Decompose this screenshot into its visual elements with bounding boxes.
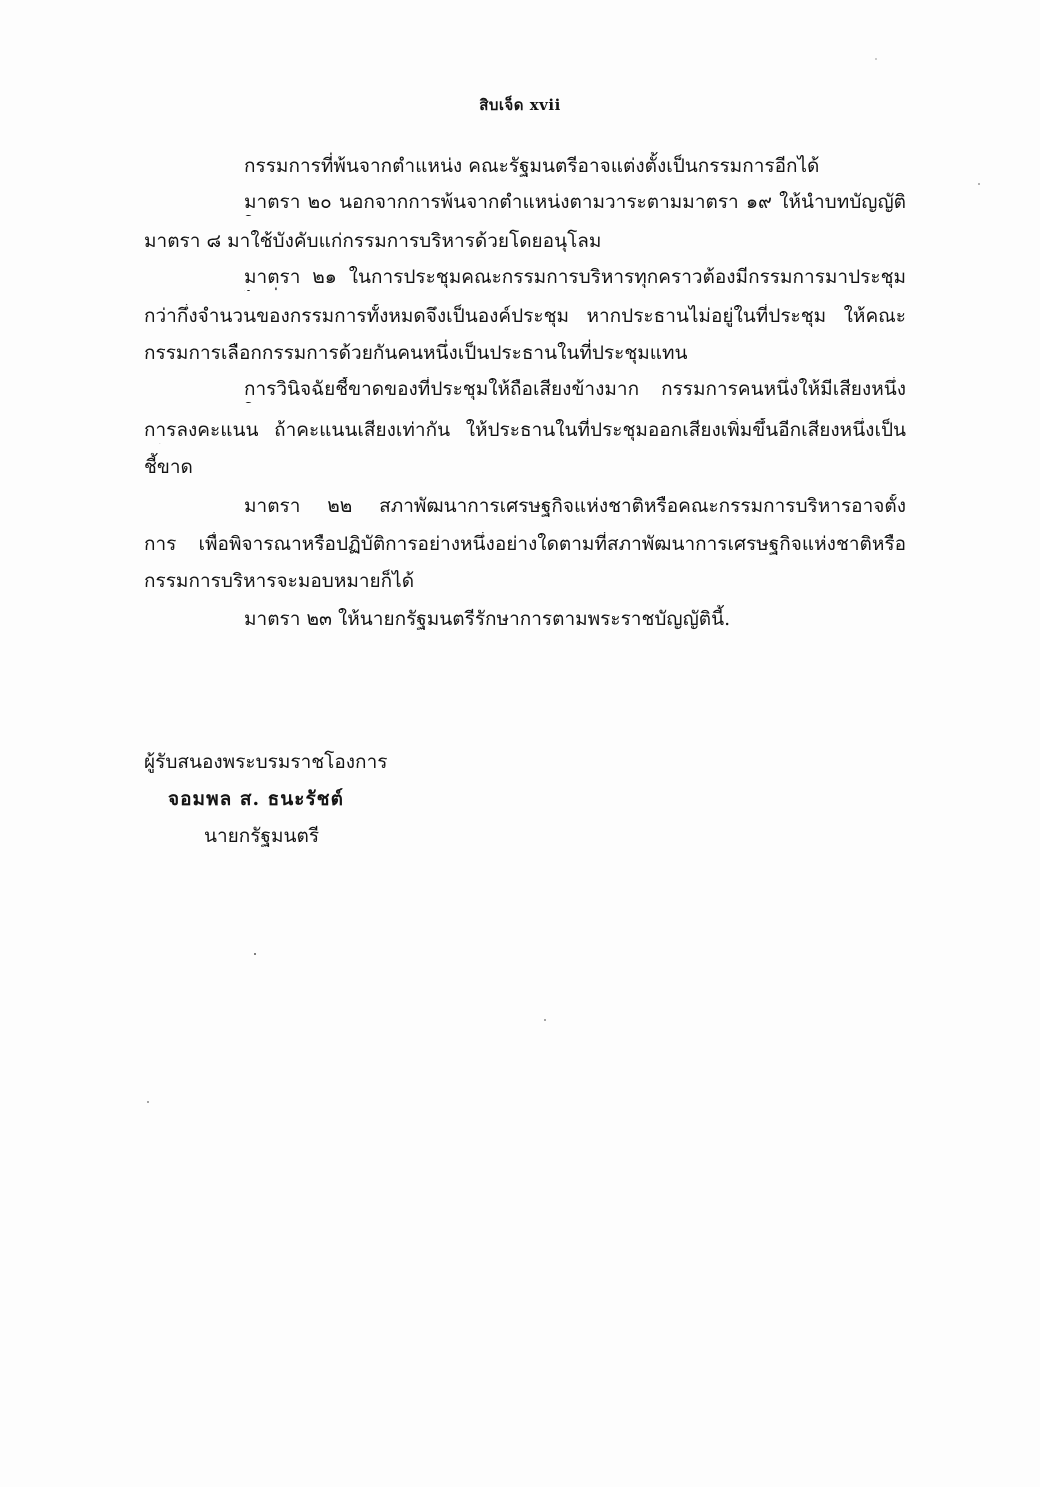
scan-speck <box>147 1101 149 1103</box>
body-line-6: กรรมการเลือกกรรมการด้วยกันคนหนึ่งเป็นประธานในที่ประชุมแทน <box>144 342 688 364</box>
signatory-title: นายกรัฐมนตรี <box>204 825 320 847</box>
scan-speck <box>875 58 877 60</box>
body-line-12: กรรมการบริหารจะมอบหมายก็ได้ <box>144 570 415 592</box>
body-line-4: มาตรา ๒๑ ในการประชุมคณะกรรมการบริหารทุกคราวต้องมีกรรมการมาประชุม <box>244 266 906 288</box>
page-number-header: สิบเจ็ด xvii <box>479 96 561 114</box>
body-line-2: มาตรา ๒๐ นอกจากการพ้นจากตำแหน่งตามวาระตามมาตรา ๑๙ ให้นำบทบัญญัติ <box>244 191 906 213</box>
body-line-1: กรรมการที่พ้นจากตำแหน่ง คณะรัฐมนตรีอาจแต่งตั้งเป็นกรรมการอีกได้ <box>244 155 820 177</box>
body-line-11: การ เพื่อพิจารณาหรือปฏิบัติการอย่างหนึ่งอย่างใดตามที่สภาพัฒนาการเศรษฐกิจแห่งชาติหรือ <box>144 533 906 555</box>
scan-speck <box>254 953 256 955</box>
body-line-9: ชี้ขาด <box>144 456 193 478</box>
body-line-5: กว่ากึ่งจำนวนของกรรมการทั้งหมดจึงเป็นองค์ประชุม หากประธานไม่อยู่ในที่ประชุม ให้คณะ <box>144 305 906 327</box>
signatory-name: จอมพล ส. ธนะรัชต์ <box>168 788 344 810</box>
body-line-13: มาตรา ๒๓ ให้นายกรัฐมนตรีรักษาการตามพระราชบัญญัตินี้. <box>244 608 731 630</box>
body-line-3: มาตรา ๘ มาใช้บังคับแก่กรรมการบริหารด้วยโดยอนุโลม <box>144 230 602 252</box>
body-line-10: มาตรา ๒๒ สภาพัฒนาการเศรษฐกิจแห่งชาติหรือคณะกรรมการบริหารอาจตั้ง <box>244 495 906 517</box>
body-line-7: การวินิจฉัยชี้ขาดของที่ประชุมให้ถือเสียงข้างมาก กรรมการคนหนึ่งให้มีเสียงหนึ่ง <box>244 378 906 400</box>
countersign-label: ผู้รับสนองพระบรมราชโองการ <box>144 751 388 773</box>
body-line-8: การลงคะแนน ถ้าคะแนนเสียงเท่ากัน ให้ประธานในที่ประชุมออกเสียงเพิ่มขึ้นอีกเสียงหนึ่งเป็น <box>144 419 906 441</box>
scan-speck <box>978 183 980 185</box>
scan-speck <box>544 1019 546 1021</box>
